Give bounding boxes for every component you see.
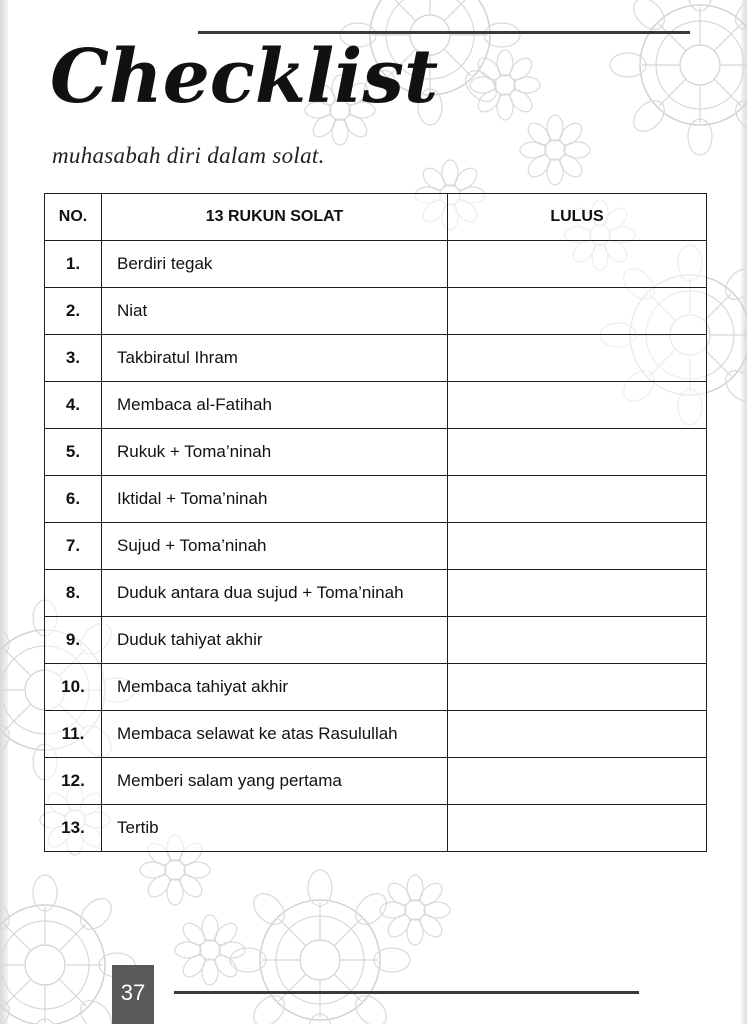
table-row <box>45 335 707 382</box>
lulus-checkbox-cell[interactable] <box>448 476 707 523</box>
lulus-checkbox-cell[interactable] <box>448 335 707 382</box>
table-row <box>45 570 707 617</box>
rukun-label: Tertib <box>117 818 159 837</box>
table-row <box>45 758 707 805</box>
table-row <box>45 241 707 288</box>
rukun-label: Duduk tahiyat akhir <box>117 630 263 649</box>
table-row <box>45 523 707 570</box>
table-row <box>45 664 707 711</box>
lulus-checkbox-cell[interactable] <box>448 288 707 335</box>
rukun-cell <box>102 335 448 382</box>
rukun-cell <box>102 429 448 476</box>
lulus-checkbox-cell[interactable] <box>448 523 707 570</box>
footer-divider <box>174 991 639 994</box>
rukun-cell <box>102 617 448 664</box>
rukun-label: Duduk antara dua sujud + Toma’ninah <box>117 583 404 602</box>
rukun-cell <box>102 523 448 570</box>
checklist-title-logo <box>50 0 439 130</box>
row-number: 4. <box>45 382 102 429</box>
rukun-label: Iktidal + Toma’ninah <box>117 489 268 508</box>
lulus-checkbox-cell[interactable] <box>448 805 707 852</box>
row-number: 12. <box>45 758 102 805</box>
header-divider <box>198 31 690 34</box>
row-number: 7. <box>45 523 102 570</box>
table-row <box>45 476 707 523</box>
row-number: 9. <box>45 617 102 664</box>
row-number: 1. <box>45 241 102 288</box>
lulus-checkbox-cell[interactable] <box>448 241 707 288</box>
table-row <box>45 617 707 664</box>
rukun-label: Membaca selawat ke atas Rasulullah <box>117 724 398 743</box>
table-row <box>45 429 707 476</box>
row-number: 3. <box>45 335 102 382</box>
table-row <box>45 711 707 758</box>
rukun-label: Memberi salam yang pertama <box>117 771 342 790</box>
lulus-checkbox-cell[interactable] <box>448 429 707 476</box>
row-number: 5. <box>45 429 102 476</box>
lulus-checkbox-cell[interactable] <box>448 711 707 758</box>
row-number: 2. <box>45 288 102 335</box>
page-number: 37 <box>112 965 154 1024</box>
table-row <box>45 288 707 335</box>
title-text: Checklist <box>50 34 439 120</box>
rukun-label: Rukuk + Toma’ninah <box>117 442 272 461</box>
lulus-checkbox-cell[interactable] <box>448 664 707 711</box>
rukun-solat-table <box>44 193 707 852</box>
rukun-cell <box>102 758 448 805</box>
rukun-cell <box>102 288 448 335</box>
lulus-checkbox-cell[interactable] <box>448 758 707 805</box>
rukun-label: Membaca tahiyat akhir <box>117 677 289 696</box>
rukun-cell <box>102 664 448 711</box>
rukun-cell <box>102 382 448 429</box>
lulus-checkbox-cell[interactable] <box>448 617 707 664</box>
rukun-label: Berdiri tegak <box>117 254 213 273</box>
row-number: 6. <box>45 476 102 523</box>
rukun-cell <box>102 476 448 523</box>
rukun-label: Takbiratul Ihram <box>117 348 238 367</box>
table-header-row <box>45 194 707 241</box>
column-header-no: NO. <box>45 194 102 241</box>
row-number: 8. <box>45 570 102 617</box>
rukun-label: Membaca al-Fatihah <box>117 395 272 414</box>
row-number: 10. <box>45 664 102 711</box>
rukun-label: Sujud + Toma’ninah <box>117 536 267 555</box>
rukun-cell <box>102 711 448 758</box>
column-header-rukun: 13 RUKUN SOLAT <box>102 194 448 241</box>
subtitle: muhasabah diri dalam solat. <box>52 143 325 168</box>
lulus-checkbox-cell[interactable] <box>448 382 707 429</box>
rukun-label: Niat <box>117 301 148 320</box>
row-number: 13. <box>45 805 102 852</box>
rukun-cell <box>102 570 448 617</box>
table-row <box>45 382 707 429</box>
lulus-checkbox-cell[interactable] <box>448 570 707 617</box>
row-number: 11. <box>45 711 102 758</box>
rukun-cell <box>102 241 448 288</box>
column-header-lulus: LULUS <box>448 194 707 241</box>
table-row <box>45 805 707 852</box>
rukun-cell <box>102 805 448 852</box>
